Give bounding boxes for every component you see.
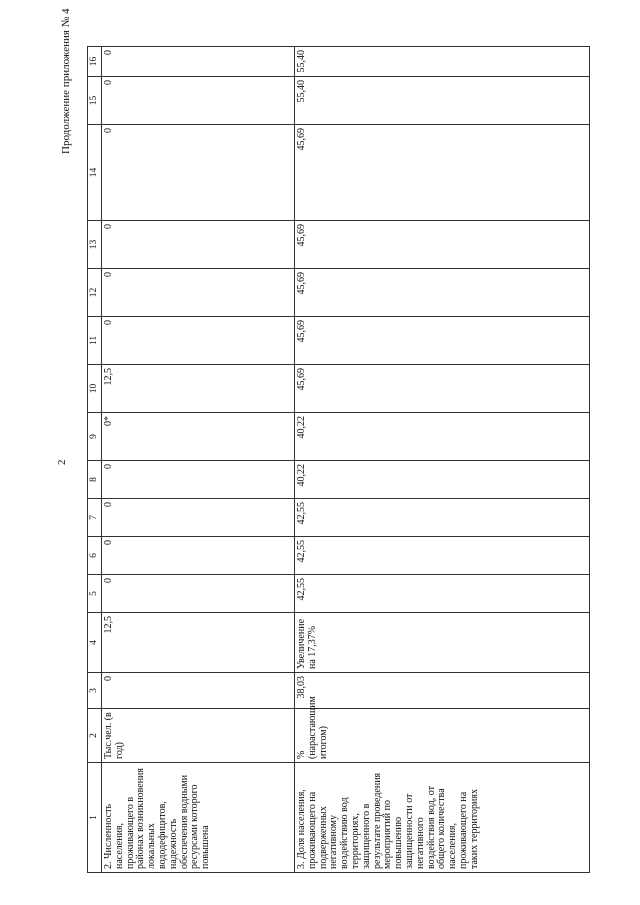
table-row: [102, 47, 295, 873]
column-number-row: [88, 47, 102, 873]
value-cell: 12,5: [102, 613, 295, 673]
indicator-name: 3. Доля населения, проживающего на подверженных негативному воздействию вод территориях, защищенного в результате проведения мероприятий по повышению защищенности от негативного воздействия вод, от общего количества населения, проживающего на таких территориях: [295, 763, 590, 873]
value-cell: 40,22: [295, 413, 590, 461]
value-cell: 55,40: [295, 47, 590, 77]
value-cell: 42,55: [295, 499, 590, 537]
value-cell: 0: [102, 269, 295, 317]
value-cell: 0: [102, 673, 295, 709]
col-header: 12: [88, 269, 102, 317]
value-cell: 0: [102, 77, 295, 125]
table-row: [295, 47, 590, 873]
value-cell: 0: [102, 317, 295, 365]
unit-cell: % (нарастающим итогом): [295, 709, 590, 763]
value-cell: 45,69: [295, 269, 590, 317]
value-cell: 0: [102, 125, 295, 221]
value-cell: 55,40: [295, 77, 590, 125]
col-header: 4: [88, 613, 102, 673]
value-cell: 0*: [102, 413, 295, 461]
value-cell: 45,69: [295, 221, 590, 269]
value-cell: 38,03: [295, 673, 590, 709]
value-cell: 0: [102, 575, 295, 613]
col-header: 13: [88, 221, 102, 269]
value-cell: 45,69: [295, 317, 590, 365]
col-header: 14: [88, 125, 102, 221]
col-header: 3: [88, 673, 102, 709]
unit-cell: Тыс.чел. (в год): [102, 709, 295, 763]
value-cell: Увеличение на 17,37%: [295, 613, 590, 673]
col-header: 11: [88, 317, 102, 365]
col-header: 2: [88, 709, 102, 763]
col-header: 10: [88, 365, 102, 413]
page-number: 2: [56, 459, 68, 465]
col-header: 9: [88, 413, 102, 461]
value-cell: 42,55: [295, 575, 590, 613]
appendix-caption: Продолжение приложения № 4: [60, 8, 72, 154]
col-header: 15: [88, 77, 102, 125]
value-cell: 40,22: [295, 461, 590, 499]
col-header: 8: [88, 461, 102, 499]
value-cell: 0: [102, 461, 295, 499]
value-cell: 0: [102, 499, 295, 537]
value-cell: 45,69: [295, 125, 590, 221]
value-cell: 0: [102, 221, 295, 269]
col-header: 6: [88, 537, 102, 575]
col-header: 5: [88, 575, 102, 613]
value-cell: 12,5: [102, 365, 295, 413]
value-cell: 0: [102, 47, 295, 77]
indicator-table: [87, 46, 590, 873]
col-header: 16: [88, 47, 102, 77]
indicator-name: 2. Численность населения, проживающего в районах возникновения локальных вододефицитов, надежность обеспечения водными ресурсами которого повышена: [102, 763, 295, 873]
value-cell: 45,69: [295, 365, 590, 413]
value-cell: 42,55: [295, 537, 590, 575]
col-header: 1: [88, 763, 102, 873]
col-header: 7: [88, 499, 102, 537]
value-cell: 0: [102, 537, 295, 575]
